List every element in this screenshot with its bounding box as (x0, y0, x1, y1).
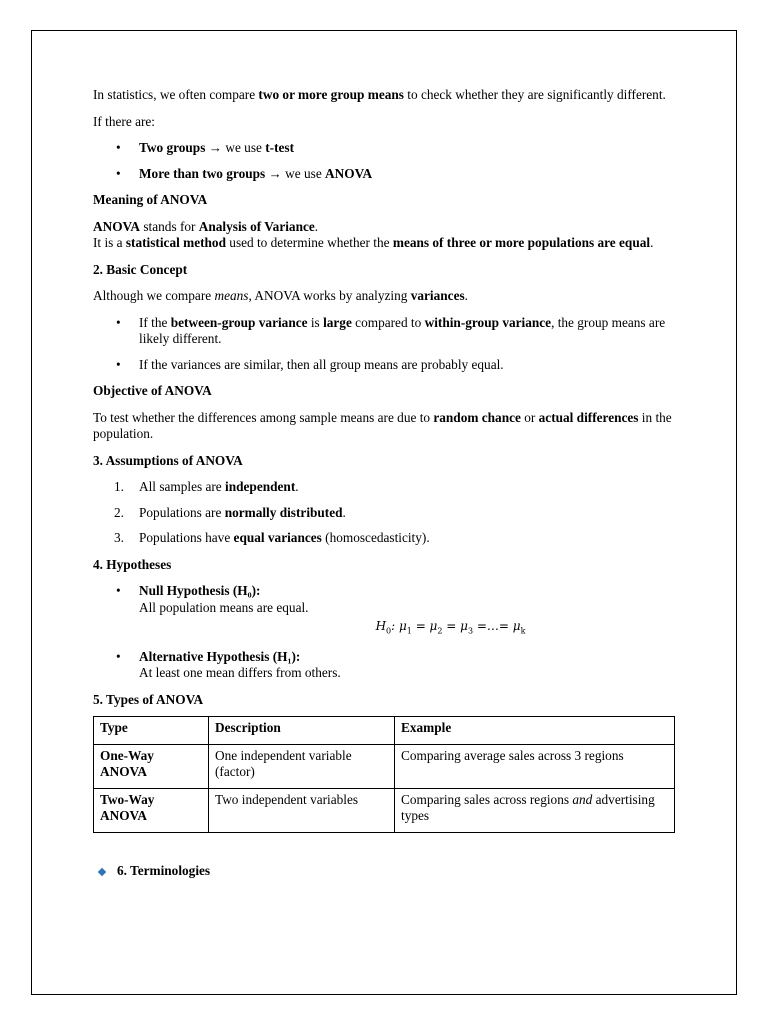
text: . (464, 288, 468, 303)
diamond-bullet-icon (98, 867, 106, 875)
table-header: Description (209, 717, 395, 745)
text-italic: means (214, 288, 249, 303)
text: All population means are equal. (139, 599, 309, 615)
basic-concept-paragraph (93, 288, 678, 305)
objective-paragraph (93, 410, 678, 443)
text-bold: variances (410, 288, 465, 303)
formula-part: = μ (442, 619, 468, 633)
formula-part: =…= μ (473, 619, 521, 633)
list-item (139, 140, 678, 157)
text-bold: between-group variance (170, 314, 308, 330)
if-there-are: If there are: (93, 113, 156, 129)
text-italic: and (572, 792, 593, 808)
groups-list (93, 140, 678, 182)
list-item-alternative-hypothesis (139, 649, 678, 682)
table-cell (395, 745, 675, 789)
formula-sub: k (520, 626, 526, 636)
text: to check whether they are significantly different. (403, 87, 666, 102)
meaning-paragraph (93, 219, 678, 252)
table-cell (94, 745, 209, 789)
text-bold: random chance (433, 409, 521, 425)
text: is (307, 314, 324, 330)
text: (homoscedasticity). (321, 530, 430, 545)
intro-paragraph (93, 87, 678, 104)
text-bold: More than two groups (139, 165, 266, 181)
text: All samples are (139, 479, 226, 494)
document-body (93, 87, 678, 880)
text-bold: Analysis of Variance (198, 218, 315, 234)
hypotheses-list (93, 583, 678, 682)
variance-list (93, 315, 678, 374)
assumptions-list (93, 479, 678, 547)
table-cell (395, 789, 675, 833)
table-cell: One independent variable (factor) (209, 745, 395, 789)
text-bold: t-test (265, 140, 295, 155)
text: At least one mean differs from others. (139, 665, 341, 681)
table-row (94, 745, 675, 789)
text: advertising types (401, 792, 655, 824)
text-bold: normally distributed (224, 504, 343, 520)
text: Comparing sales across regions (401, 792, 573, 808)
text: Populations are (139, 504, 225, 520)
text-bold: Two-Way ANOVA (100, 792, 155, 824)
list-item (114, 479, 678, 496)
table-cell (94, 789, 209, 833)
text: → we use (205, 140, 266, 155)
formula-part: H (375, 619, 387, 633)
formula-part: = μ (411, 619, 438, 633)
terminologies-heading (93, 863, 678, 880)
text: It is a (93, 235, 126, 250)
list-number: 1. (114, 479, 124, 494)
text-bold: Two groups (139, 140, 206, 155)
text: stands for (140, 218, 199, 234)
basic-concept-heading: 2. Basic Concept (93, 261, 188, 277)
text: . (342, 504, 346, 520)
text: . (650, 235, 654, 250)
text: To test whether the differences among sample means are due to (93, 409, 434, 425)
types-table (93, 716, 675, 833)
formula-sub: 0 (386, 626, 392, 636)
text-bold: ANOVA (93, 218, 141, 234)
text: , the group means are likely different. (139, 314, 666, 346)
formula-sub: 3 (467, 626, 474, 636)
text-bold: actual differences (538, 409, 639, 425)
text: Although we compare (93, 288, 215, 303)
text-bold: independent (225, 479, 296, 494)
text: Populations have (139, 530, 234, 545)
text-bold: equal variances (233, 530, 322, 545)
list-item (114, 530, 678, 547)
text: . (295, 479, 299, 494)
list-item: • If the variances are similar, then all group means are probably equal. (139, 357, 678, 374)
text: or (520, 409, 539, 425)
table-header: Example (395, 717, 675, 745)
text-bold: two or more group means (258, 87, 404, 102)
table-header: Type (94, 717, 209, 745)
text-bold: 6. Terminologies (117, 863, 211, 879)
text: in the population. (93, 409, 672, 441)
text: In statistics, we often compare (93, 87, 259, 102)
formula-sub: 1 (406, 626, 412, 636)
text: compared to (351, 314, 425, 330)
text-bold: One-Way ANOVA (100, 748, 154, 780)
list-item-null-hypothesis (139, 583, 678, 640)
formula-sub: 2 (437, 626, 443, 636)
formula-part: : μ (391, 619, 407, 633)
hypotheses-heading: 4. Hypotheses (93, 556, 172, 572)
text: used to determine whether the (225, 235, 393, 250)
meaning-heading: Meaning of ANOVA (93, 192, 208, 207)
text-bold: statistical method (125, 235, 226, 250)
text: If the (139, 314, 171, 330)
types-heading: 5. Types of ANOVA (93, 691, 204, 707)
text: , ANOVA works by analyzing (248, 288, 411, 303)
null-hypothesis-formula (139, 618, 678, 640)
text: → we use (265, 165, 326, 181)
assumptions-heading: 3. Assumptions of ANOVA (93, 452, 243, 468)
text-bold: Null Hypothesis (H₀): (139, 583, 261, 598)
table-header-row (94, 717, 675, 745)
text-bold: large (323, 314, 352, 330)
objective-heading: Objective of ANOVA (93, 383, 212, 398)
text-bold: means of three or more populations are equal (392, 235, 651, 250)
list-number: 3. (114, 530, 124, 545)
list-item (114, 504, 678, 522)
text-bold: ANOVA (325, 165, 373, 181)
table-row (94, 789, 675, 833)
text: Comparing average sales across 3 regions (401, 748, 624, 764)
text: . (314, 218, 319, 234)
list-number: 2. (114, 504, 124, 520)
text-bold: Alternative Hypothesis (H₁): (139, 648, 301, 664)
text-bold: within-group variance (424, 314, 552, 330)
table-cell: Two independent variables (209, 789, 395, 833)
list-item (139, 315, 678, 348)
list-item (139, 166, 678, 183)
